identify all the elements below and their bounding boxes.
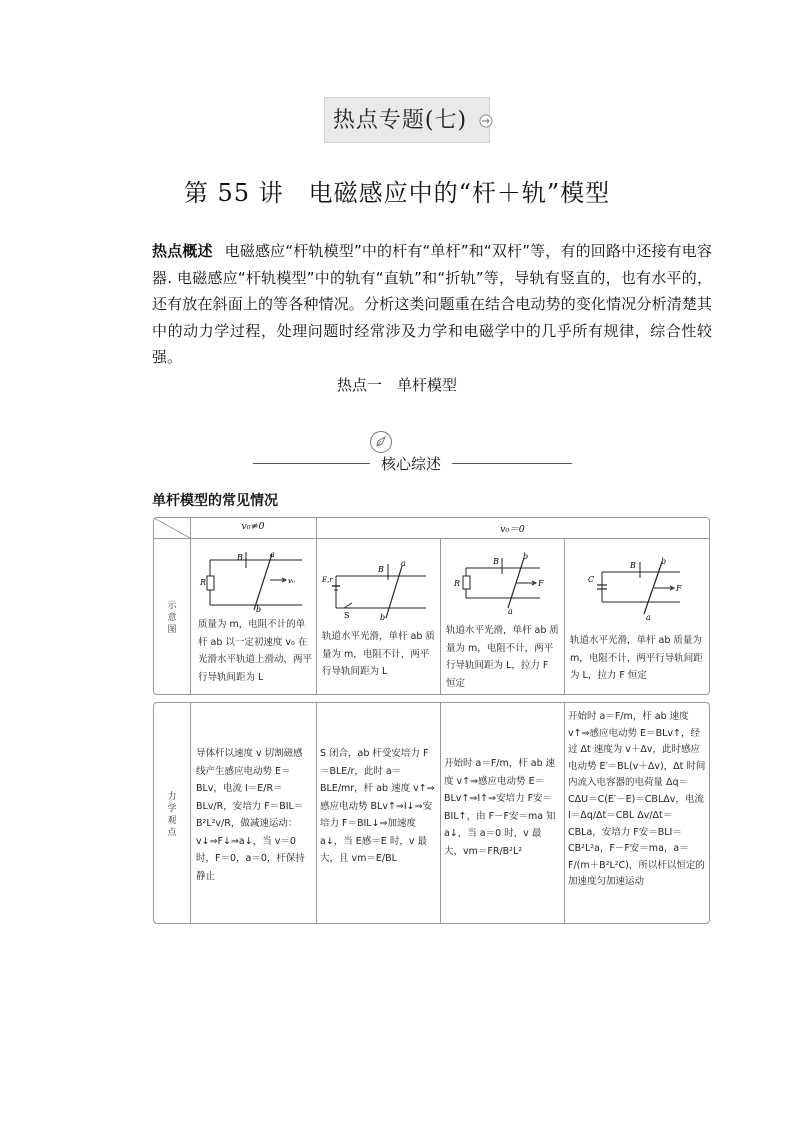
overview-label: 热点概述 xyxy=(152,242,213,260)
lecture-title: 第 55 讲 电磁感应中的“杆＋轨”模型 xyxy=(183,179,611,207)
row-label-diagram: 示意图 xyxy=(167,601,177,635)
section-heading: 热点一 单杆模型 xyxy=(336,376,457,394)
mechanics-cell-3: 开始时 a＝F/m，杆 ab 速度 v↑⇒感应电动势 E＝BLv↑⇒I↑⇒安培力 F安＝BIL↑，由 F－F安＝ma 知 a↓，当 a＝0 时，v 最大，vm＝FR/B²L² xyxy=(444,758,556,857)
diagram-caption-1: 质量为 m，电阻不计的单杆 ab 以一定初速度 v₀ 在光滑水平轨道上滑动，两平行导轨间距为 L xyxy=(198,619,313,683)
header-v0-zero: v₀＝0 xyxy=(500,524,525,535)
diagram4-label-f: F xyxy=(676,584,682,593)
diagram3-label-r: R xyxy=(454,579,461,588)
overview-paragraph xyxy=(152,238,712,371)
diagram4-label-b: b xyxy=(661,557,667,566)
diagram-single-rod-battery xyxy=(322,558,434,620)
diagram-caption-3: 轨道水平光滑，单杆 ab 质量为 m，电阻不计，两平行导轨间距为 L，拉力 F 恒定 xyxy=(446,625,559,689)
table-heading: 单杆模型的常见情况 xyxy=(152,493,278,509)
mechanics-cell-2: S 闭合，ab 杆受安培力 F＝BLE/r，此时 a＝BLE/mr，杆 ab 速度 v↑⇒感应电动势 BLv↑⇒I↓⇒安培力 F＝BIL↓⇒加速度 a↓，当 E感＝E 时，v 最大，且 vm＝E/BL xyxy=(320,748,435,864)
diagram2-label-b: b xyxy=(380,613,386,622)
diagram4-label-a: a xyxy=(646,613,651,622)
diagram2-label-a: a xyxy=(401,559,406,568)
arrow-right-icon xyxy=(479,114,493,128)
diagram2-label-s: S xyxy=(344,611,350,620)
diagram-single-rod-initial-velocity xyxy=(200,550,312,614)
mechanics-table xyxy=(153,702,710,924)
overview-text: 电磁感应“杆轨模型”中的杆有“单杆”和“双杆”等，有的回路中还接有电容器. 电磁感应“杆轨模型”中的轨有“直轨”和“折轨”等，导轨有竖直的，也有水平的，还有放在斜面上的等各种情况。分析这类问题重在结合电动势的变化情况分析清楚其中的动力学过程，处理问题时经常涉及力学和电磁学中的几乎所有规律，综合性较强。 xyxy=(152,242,712,366)
diagram1-label-a: a xyxy=(270,550,275,559)
diagram-table xyxy=(153,517,710,695)
diagram-caption-2: 轨道水平光滑，单杆 ab 质量为 m，电阻不计，两平行导轨间距为 L xyxy=(322,631,435,677)
diagram1-label-r: R xyxy=(200,578,207,587)
topic-badge-text: 热点专题(七) xyxy=(332,108,468,133)
diagram1-label-b: b xyxy=(256,605,262,614)
mechanics-cell-4: 开始时 a＝F/m，杆 ab 速度 v↑⇒感应电动势 E＝BLv↑，经过 Δt 速度为 v＋Δv，此时感应电动势 E′＝BL(v＋Δv)，Δt 时间内流入电容器的电荷量 Δq＝CΔU＝C(E′－E)＝CBLΔv，电流 I＝Δq/Δt＝CBL Δv/Δt＝CBLa，安培力 F安＝BLI＝CB²L²a，F－F安＝ma，a＝F/(m＋B²L²C)，所以杆以恒定的加速度匀加速运动 xyxy=(568,711,706,887)
header-v0-nonzero: v₀≠0 xyxy=(241,521,265,532)
diagram3-label-b-field: B xyxy=(493,557,499,566)
row-label-mechanics: 力学观点 xyxy=(167,792,177,838)
corner-diagonal xyxy=(154,518,190,539)
divider-left xyxy=(253,463,370,464)
diagram3-label-a: a xyxy=(508,607,513,616)
diagram3-label-b: b xyxy=(523,552,529,561)
diagram2-label-er: E,r xyxy=(322,576,333,584)
diagram1-label-v0: v₀ xyxy=(288,577,295,585)
diagram-single-rod-resistor-force xyxy=(450,552,558,614)
diagram2-label-b-field: B xyxy=(378,565,384,574)
divider-right xyxy=(452,463,572,464)
diagram3-label-f: F xyxy=(538,579,544,588)
diagram4-label-c: C xyxy=(588,575,595,584)
pen-icon xyxy=(369,430,393,454)
mechanics-cell-1: 导体杆以速度 v 切割磁感线产生感应电动势 E＝BLv，电流 I＝E/R＝BLv/R，安培力 F＝BIL＝B²L²v/R，做减速运动：v↓⇒F↓⇒a↓，当 v＝0 时，F＝0，a＝0，杆保持静止 xyxy=(196,748,305,882)
diagram-caption-4: 轨道水平光滑，单杆 ab 质量为 m，电阻不计，两平行导轨间距为 L，拉力 F 恒定 xyxy=(570,635,703,681)
core-summary-label: 核心综述 xyxy=(380,455,441,473)
diagram-single-rod-capacitor-force xyxy=(582,558,694,620)
diagram4-label-b-field: B xyxy=(630,561,636,570)
diagram1-label-b-field: B xyxy=(237,553,243,562)
topic-badge xyxy=(324,97,490,143)
